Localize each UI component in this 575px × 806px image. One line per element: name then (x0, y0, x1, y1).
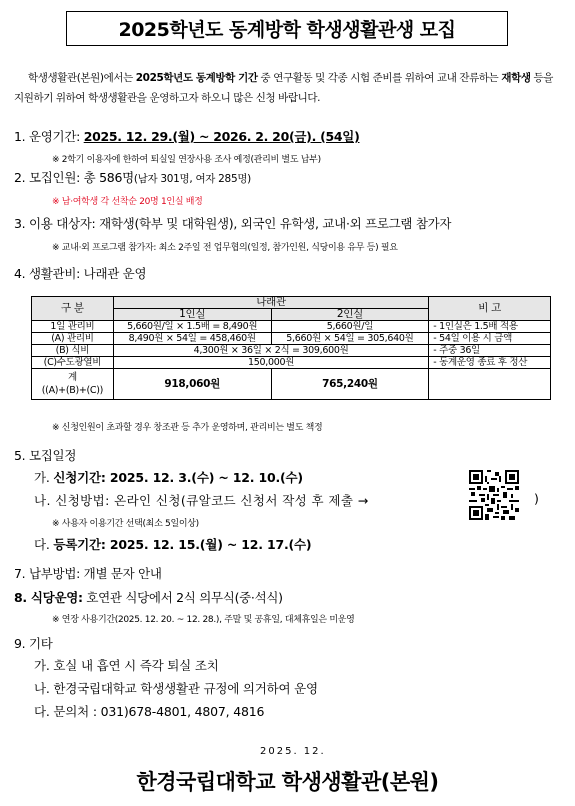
fee-table (31, 296, 551, 400)
header-note: 비 고 (429, 297, 551, 321)
document-date: 2025. 12. (260, 746, 326, 757)
recruitment-total: 586명 (99, 170, 134, 185)
misc-item-smoking: 가. 호실 내 흡연 시 즉각 퇴실 조치 (34, 658, 219, 673)
application-method-note: ※ 사용자 이용기간 선택(최소 5일이상) (52, 519, 199, 529)
cafeteria-note: ※ 연장 사용기간(2025. 12. 20. ~ 12. 28.), 주말 및 공휴일, 대체휴일은 미운영 (52, 615, 355, 625)
section-schedule: 5. 모집일정 (14, 448, 77, 463)
misc-item-regulation: 나. 한경국립대학교 학생생활관 규정에 의거하여 운영 (34, 681, 318, 696)
header-single: 1인실 (113, 309, 271, 321)
table-row: 1일 관리비 5,660원/일 × 1.5배 = 8,490원 5,660원/일 - 1인실은 1.5배 적용 (32, 321, 551, 333)
page-title: 2025학년도 동계방학 학생생활관생 모집 (118, 19, 456, 41)
schedule-application-period: 가. 신청기간: 2025. 12. 3.(수) ~ 12. 10.(수) (34, 470, 303, 485)
operation-period-value: 2025. 12. 29.(월) ~ 2026. 2. 20(금). (54일) (83, 129, 360, 144)
intro-text-3: 등을 지원하기 위하여 학생생활관을 운영하고자 하오니 많은 신청 바랍니다. (14, 72, 553, 104)
header-double: 2인실 (271, 309, 429, 321)
section-payment: 7. 납부방법: 개별 문자 안내 (14, 566, 162, 581)
intro-period: 2025학년도 동계방학 기간 (135, 72, 258, 84)
section-eligibility: 3. 이용 대상자: 재학생(학부 및 대학원생), 외국인 유학생, 교내·외 프로그램 참가자 (14, 216, 452, 231)
operation-period-note: ※ 2학기 이용자에 한하여 퇴실일 연장사용 조사 예정(관리비 별도 납부) (52, 155, 321, 165)
eligibility-note: ※ 교내·외 프로그램 참가자: 최소 2주일 전 업무협의(일정, 참가인원, 식당이용 유무 등) 필요 (52, 243, 398, 253)
intro-text-1: 학생생활관(본원)에서는 (28, 72, 136, 84)
schedule-method-close: ) (534, 491, 539, 506)
qr-code-icon[interactable] (469, 470, 519, 520)
table-note: ※ 신청인원이 초과할 경우 창조관 등 추가 운영하며, 관리비는 별도 책정 (52, 423, 323, 433)
footer-organization: 한경국립대학교 학생생활관(본원) (136, 770, 439, 794)
table-row: (C)수도광열비 150,000원 - 동계운영 종료 후 정산 (32, 357, 551, 369)
table-row: (A) 관리비 8,490원 × 54일 = 458,460원 5,660원 × 54일 = 305,640원 - 54일 이용 시 금액 (32, 333, 551, 345)
section-operation-period: 1. 운영기간: 2025. 12. 29.(월) ~ 2026. 2. 20(금). (54일) (14, 129, 360, 144)
header-hall: 나래관 (113, 297, 428, 309)
section-cafeteria: 8. 식당운영: 호연관 식당에서 2식 의무식(중·석식) (14, 590, 283, 605)
table-row: (B) 식비 4,300원 × 36일 × 2식 = 309,600원 - 주중 36일 (32, 345, 551, 357)
header-item: 구 분 (32, 297, 114, 321)
section-misc: 9. 기타 (14, 636, 53, 651)
recruitment-detail: (남자 301명, 여자 285명) (133, 173, 251, 185)
intro-target: 재학생 (501, 72, 531, 84)
schedule-application-method: 나. 신청방법: 온라인 신청(큐알코드 신청서 작성 후 제출 → (34, 493, 369, 508)
misc-item-contact: 다. 문의처 : 031)678-4801, 4807, 4816 (34, 704, 265, 719)
intro-text-2: 중 연구활동 및 각종 시험 준비를 위하여 교내 잔류하는 (257, 72, 502, 84)
table-row-total: 계 ((A)+(B)+(C)) 918,060원 765,240원 (32, 369, 551, 400)
section-recruitment: 2. 모집인원: 총 586명(남자 301명, 여자 285명) (14, 170, 251, 185)
intro-paragraph (14, 68, 559, 108)
recruitment-note: ※ 남·여학생 각 선착순 20명 1인실 배정 (52, 197, 203, 207)
schedule-registration-period: 다. 등록기간: 2025. 12. 15.(월) ~ 12. 17.(수) (34, 537, 312, 552)
section-fees: 4. 생활관비: 나래관 운영 (14, 266, 147, 281)
title-box (66, 11, 508, 46)
